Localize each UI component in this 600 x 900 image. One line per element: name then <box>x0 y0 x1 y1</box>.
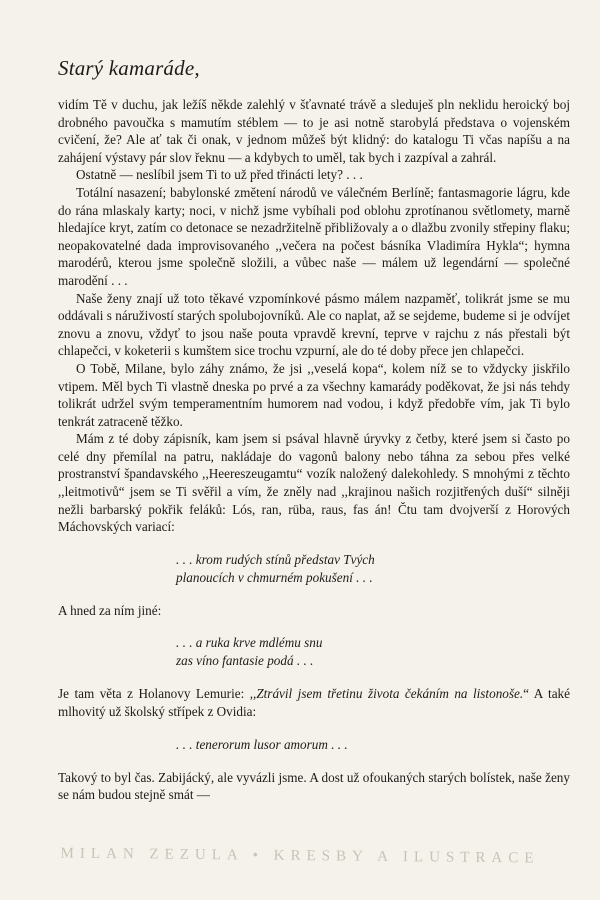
paragraph-9: Takový to byl čas. Zabijácký, ale vyvázli jsme. A dost už ofoukaných starých bolístek, naše ženy se nám budou stejně smát — <box>58 769 570 803</box>
letter-body <box>58 96 570 804</box>
paragraph-7: A hned za ním jiné: <box>58 602 162 618</box>
paragraph-3: Totální nasazení; babylonské změtení národů ve válečném Berlíně; fantasmagorie lágru, kde do rána mlaskaly karty; noci, v nichž jsme vybíhali pod oblohu zprotínanou světlomety, marně hledajíce kryt, zatím co detonace se nezadržitelně přibližovaly a o dlažbu zvonily střepiny flaku; neopakovatelné dada improvisovaného ,,večera na počest básníka Vladimíra Hykla“; hymna marodérů, kterou jsme společně složili, a vůbec naše — málem už legendární — společné marodění . . . <box>58 184 570 288</box>
paragraph-5: O Tobě, Milane, bylo záhy známo, že jsi ,,veselá kopa“, kolem níž se to vždycky jiskřilo vtipem. Měl bych Ti vlastně dneska po prvé a za všechny kamarády poděkovat, že jsi nás tehdy tolikrát udržel svým temperamentním humorem nad vodou, i když předobře vím, jak Ti bylo tenkrát zatraceně těžko. <box>58 360 570 429</box>
verse-quote-1 <box>176 551 570 587</box>
verse-line: . . . a ruka krve mdlému snu <box>176 635 323 651</box>
holan-quote: ,,Ztrávil jsem třetinu života čekáním na listonoše. <box>249 686 524 702</box>
paragraph-8 <box>58 685 570 720</box>
verse-quote-2 <box>176 634 570 670</box>
paragraph-2: Ostatně — neslíbil jsem Ti to už před třinácti lety? . . . <box>76 167 363 183</box>
verse-line: . . . tenerorum lusor amorum . . . <box>176 736 348 752</box>
verse-line: planoucích v chmurném pokušení . . . <box>176 569 373 585</box>
verse-line: . . . krom rudých stínů představ Tvých <box>176 551 375 567</box>
bleed-through-text: MILAN ZEZULA • KRESBY A ILUSTRACE <box>60 845 540 867</box>
letter-salutation: Starý kamaráde, <box>58 56 200 80</box>
paragraph-6: Mám z té doby zápisník, kam jsem si psával hlavně úryvky z četby, které jsem si často po celé dny přemílal na patru, nakládaje do vagonů balony nebo táhna za sebou přes velké prostranství špandavského ,,Heereszeugamtu“ vozík naložený dalekohledy. S mnohými z těchto ,,leitmotivů“ jsem se Ti svěřil a vím, že zněly nad ,,krajinou našich rozjitřených duší“ silněji nežli barbarský pokřik feláků: Lós, ran, rüba, raus, fas án! Čtu tam dvojverší z Horových Máchovských variací: <box>58 431 570 535</box>
verse-quote-3 <box>176 736 570 754</box>
verse-line: zas víno fantasie podá . . . <box>176 653 314 669</box>
paragraph-4: Naše ženy znají už toto těkavé vzpomínkové pásmo málem nazpaměť, tolikrát jsme se mu oddávali s náruživostí starých spolubojovníků. Ale co naplat, až se sejdeme, budeme si je odvíjet znovu a znovu, vždyť to jsou naše pouta vpravdě krevní, teprve v rajchu z nás přestali být chlapečci, v koketerii s kumštem sice trochu vzpurní, ale do té doby přece jen chlapečci. <box>58 290 570 359</box>
paragraph-1: vidím Tě v duchu, jak ležíš někde zalehlý v šťavnaté trávě a sleduješ pln neklidu heroický boj drobného pavoučka s mamutím stéblem — to je asi notně starobylá představa o vojenském cvičení, že? Ale ať tak či onak, v jednom můžeš být klidný: do katalogu Ti včas napíšu a na zahájení výstavy pár slov řeknu — a kdybych to uměl, tak bych i zazpíval a zahrál. <box>58 97 570 165</box>
text-run: Je tam věta z Holanovy Lemurie: <box>58 686 250 702</box>
text-run: “ A také mlhovitý už školský střípek z Ovidia: <box>58 686 570 720</box>
